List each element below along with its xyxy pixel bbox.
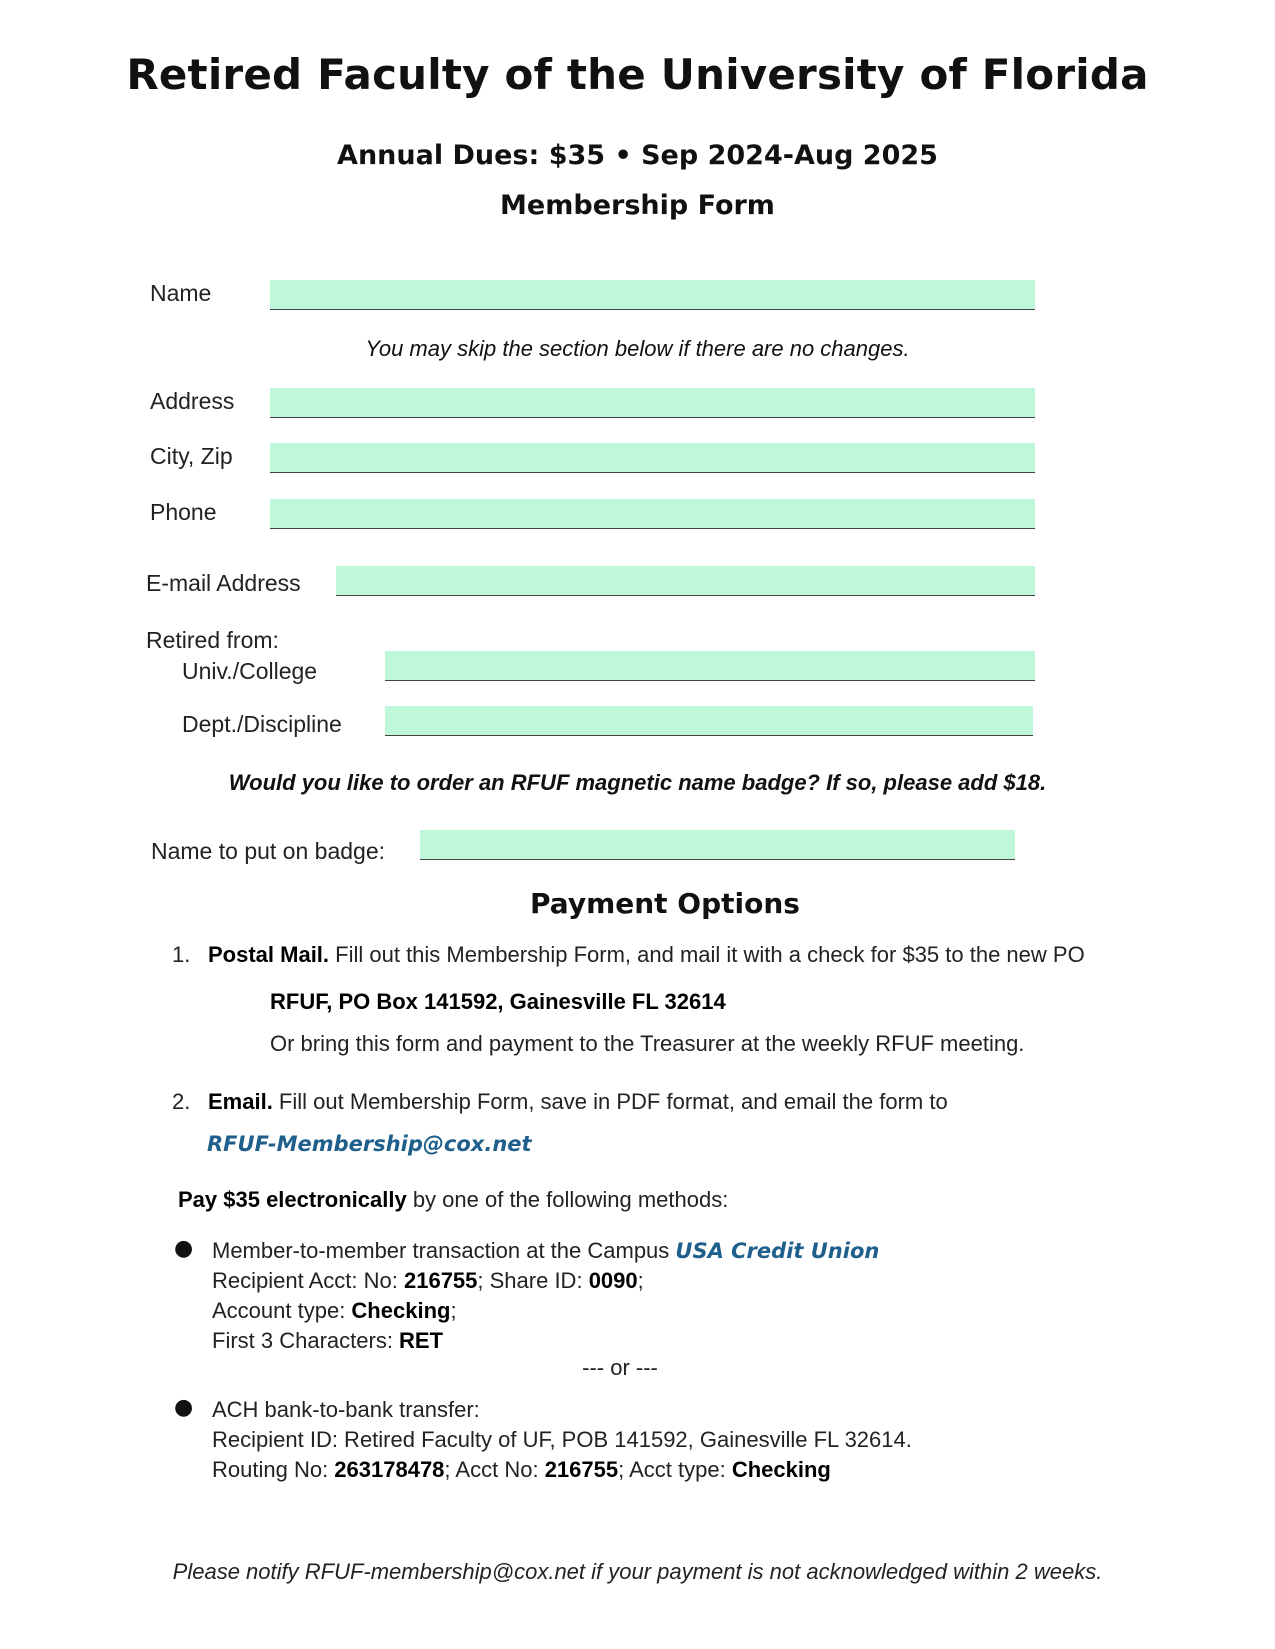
- cu-line3: Account type: Checking;: [212, 1298, 457, 1323]
- item2-number: 2.: [172, 1089, 191, 1114]
- ach-method: [212, 1395, 912, 1485]
- form-title: Membership Form: [500, 190, 775, 221]
- cu-line4: First 3 Characters: RET: [212, 1328, 444, 1353]
- item1-alternative: Or bring this form and payment to the Treasurer at the weekly RFUF meeting.: [270, 1031, 1025, 1056]
- cu-line2: Recipient Acct: No: 216755; Share ID: 0090;: [212, 1268, 644, 1293]
- city-zip-field[interactable]: [270, 443, 1035, 473]
- item2-lead: Email.: [208, 1089, 273, 1114]
- city-zip-label: City, Zip: [150, 443, 233, 469]
- address-label: Address: [150, 388, 235, 414]
- univ-college-label: Univ./College: [182, 658, 318, 684]
- usa-credit-union-link[interactable]: USA Credit Union: [675, 1239, 880, 1263]
- footer-note: Please notify RFUF-membership@cox.net if your payment is not acknowledged within 2 weeks.: [172, 1559, 1103, 1584]
- page-title: Retired Faculty of the University of Florida: [126, 50, 1149, 99]
- email-field[interactable]: [336, 566, 1035, 596]
- ach-line2: Recipient ID: Retired Faculty of UF, POB 141592, Gainesville FL 32614.: [212, 1427, 912, 1452]
- payment-options-heading: Payment Options: [530, 887, 800, 920]
- dept-discipline-label: Dept./Discipline: [182, 711, 342, 737]
- name-label: Name: [150, 280, 212, 306]
- badge-question: Would you like to order an RFUF magnetic name badge? If so, please add $18.: [228, 770, 1047, 795]
- ach-line1: ACH bank-to-bank transfer:: [212, 1397, 480, 1422]
- item1-text: [208, 940, 1085, 970]
- item1-description: Fill out this Membership Form, and mail it with a check for $35 to the new PO: [329, 942, 1085, 967]
- badge-name-field[interactable]: [420, 830, 1015, 860]
- membership-email-link[interactable]: RFUF-Membership@cox.net: [207, 1132, 532, 1156]
- dept-discipline-field[interactable]: [385, 706, 1033, 736]
- skip-note: You may skip the section below if there are no changes.: [365, 336, 910, 361]
- mailing-address: RFUF, PO Box 141592, Gainesville FL 32614: [270, 989, 726, 1014]
- electronic-lead: Pay $35 electronically: [178, 1187, 407, 1212]
- item2-text: [208, 1087, 948, 1117]
- dues-heading: Annual Dues: $35 • Sep 2024-Aug 2025: [337, 140, 938, 171]
- phone-label: Phone: [150, 499, 217, 525]
- name-field[interactable]: [270, 280, 1035, 310]
- item2-description: Fill out Membership Form, save in PDF format, and email the form to: [272, 1089, 948, 1114]
- badge-name-label: Name to put on badge:: [151, 838, 385, 864]
- item1-number: 1.: [172, 942, 191, 967]
- cu-line1: Member-to-member transaction at the Campus USA Credit Union: [212, 1238, 880, 1263]
- item1-lead: Postal Mail.: [208, 942, 330, 967]
- electronic-payment-intro: [178, 1185, 728, 1215]
- bullet-icon: ●: [174, 1395, 194, 1420]
- retired-from-label: Retired from:: [146, 627, 279, 653]
- credit-union-method: [212, 1236, 879, 1356]
- univ-college-field[interactable]: [385, 651, 1035, 681]
- ach-line3: Routing No: 263178478; Acct No: 216755; Acct type: Checking: [212, 1457, 831, 1482]
- email-label: E-mail Address: [146, 570, 301, 596]
- address-field[interactable]: [270, 388, 1035, 418]
- or-separator: --- or ---: [582, 1355, 658, 1380]
- phone-field[interactable]: [270, 499, 1035, 529]
- electronic-text: by one of the following methods:: [406, 1187, 729, 1212]
- bullet-icon: ●: [174, 1236, 194, 1261]
